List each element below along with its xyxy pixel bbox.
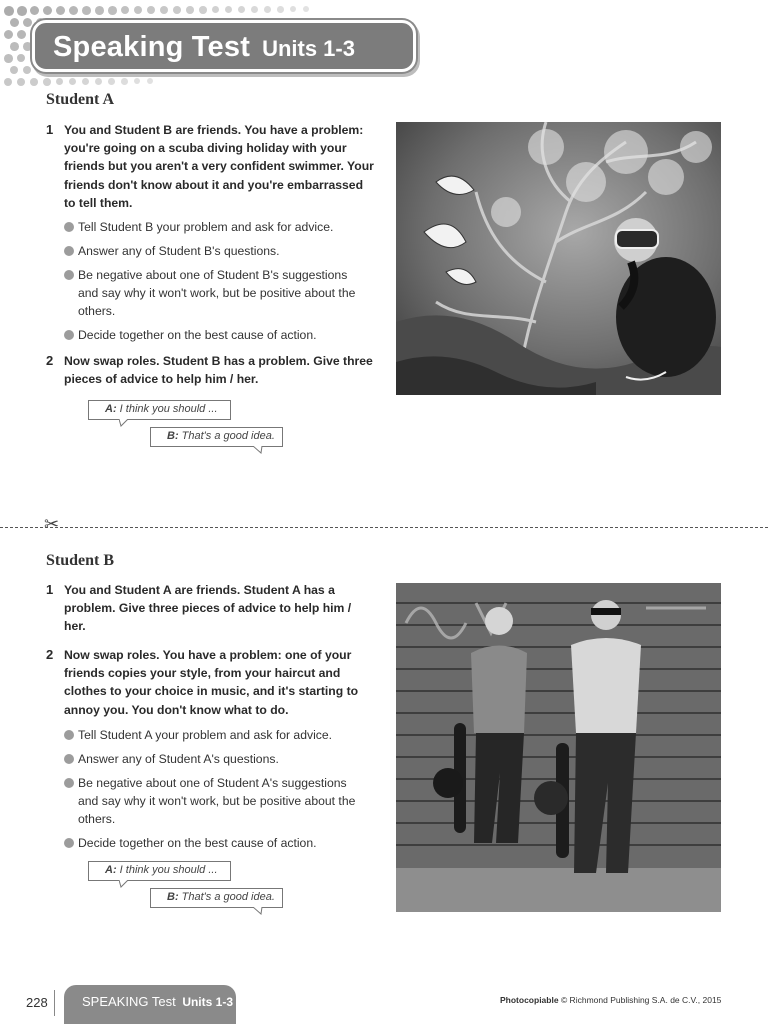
decorative-dot — [199, 6, 207, 14]
decorative-dot — [4, 54, 13, 63]
decorative-dot — [160, 6, 168, 14]
bubble-tail-icon — [253, 446, 263, 453]
footer-tab-units: Units 1-3 — [182, 995, 233, 1009]
scissors-icon: ✂ — [44, 514, 60, 534]
list-item: Be negative about one of Student A's suggestions and say why it won't work, but be positive about the others. — [64, 774, 364, 828]
decorative-dot — [10, 66, 18, 74]
student-b-task-1 — [46, 581, 376, 636]
decorative-dot — [4, 6, 14, 16]
list-item: Be negative about one of Student B's suggestions and say why it won't work, but be positive about the others. — [64, 266, 364, 320]
decorative-dot — [108, 6, 117, 15]
page-header — [32, 20, 416, 72]
copyright-notice — [500, 995, 721, 1005]
skateboarders-photo — [396, 583, 721, 912]
decorative-dot — [173, 6, 181, 14]
task-text: Now swap roles. You have a problem: one of your friends copies your style, from your haircut and clothes to your choice in music, and it's starting to annoy you. You don't know what to do. — [64, 648, 359, 717]
decorative-dot — [17, 54, 25, 62]
decorative-dot — [4, 78, 12, 86]
decorative-dot — [10, 18, 19, 27]
decorative-dot — [56, 78, 63, 85]
photocopiable-label: Photocopiable — [500, 995, 559, 1005]
decorative-dot — [10, 42, 19, 51]
task-number: 1 — [46, 122, 54, 137]
decorative-dot — [147, 6, 155, 14]
decorative-dot — [251, 6, 258, 13]
student-b-bullet-list — [64, 726, 364, 858]
decorative-dot — [43, 6, 52, 15]
page-title: Speaking Test — [53, 31, 251, 63]
bullet-icon — [64, 222, 74, 232]
copyright-text: © Richmond Publishing S.A. de C.V., 2015 — [560, 995, 722, 1005]
decorative-dot — [17, 6, 27, 16]
speech-bubble-a: A: I think you should ... — [88, 861, 231, 881]
task-text: You and Student B are friends. You have a problem: you're going on a scuba diving holiday with your friends but you aren't a very confident swimmer. Your friends don't know about it and you're embarrassed to tell them. — [64, 123, 374, 210]
decorative-dot — [56, 6, 65, 15]
decorative-dot — [121, 6, 129, 14]
bullet-icon — [64, 730, 74, 740]
task-number: 1 — [46, 582, 54, 597]
bullet-icon — [64, 246, 74, 256]
page-units: Units 1-3 — [262, 36, 355, 61]
footer-divider — [54, 990, 55, 1016]
student-a-task-1 — [46, 121, 376, 212]
decorative-dot — [134, 6, 142, 14]
decorative-dot — [43, 78, 51, 86]
decorative-dot — [23, 18, 32, 27]
decorative-dot — [69, 6, 78, 15]
bullet-icon — [64, 778, 74, 788]
decorative-dot — [30, 78, 38, 86]
decorative-dot — [186, 6, 194, 14]
bullet-icon — [64, 754, 74, 764]
decorative-dot — [17, 78, 25, 86]
scuba-diver-photo — [396, 122, 721, 395]
student-a-bullet-list — [64, 218, 364, 350]
student-b-task-2 — [46, 646, 376, 719]
page-number: 228 — [26, 995, 48, 1010]
decorative-dot — [82, 78, 89, 85]
task-text: You and Student A are friends. Student A has a problem. Give three pieces of advice to help him / her. — [64, 583, 352, 634]
decorative-dot — [225, 6, 232, 13]
decorative-dot — [30, 6, 39, 15]
decorative-dot — [82, 6, 91, 15]
student-a-task-2 — [46, 352, 376, 388]
task-text: Now swap roles. Student B has a problem. Give three pieces of advice to help him / her. — [64, 354, 373, 387]
speech-bubble-b: B: That's a good idea. — [150, 427, 283, 447]
list-item: Tell Student B your problem and ask for advice. — [64, 218, 364, 236]
list-item: Answer any of Student B's questions. — [64, 242, 364, 260]
decorative-dot — [23, 42, 32, 51]
bubble-tail-icon — [119, 419, 129, 426]
list-item: Decide together on the best cause of action. — [64, 326, 364, 344]
decorative-dot — [108, 78, 115, 85]
task-number: 2 — [46, 353, 54, 368]
decorative-dot — [95, 6, 104, 15]
student-a-heading: Student A — [46, 91, 115, 108]
bullet-icon — [64, 330, 74, 340]
decorative-dot — [238, 6, 245, 13]
decorative-dot — [290, 6, 296, 12]
decorative-dot — [212, 6, 219, 13]
decorative-dot — [95, 78, 102, 85]
decorative-dot — [4, 30, 13, 39]
cut-line — [0, 527, 768, 529]
decorative-dot — [303, 6, 309, 12]
task-number: 2 — [46, 647, 54, 662]
list-item: Answer any of Student A's questions. — [64, 750, 364, 768]
student-b-heading: Student B — [46, 552, 115, 569]
decorative-dot — [121, 78, 128, 85]
bubble-tail-icon — [253, 907, 263, 914]
decorative-dot — [134, 78, 140, 84]
decorative-dot — [277, 6, 284, 13]
bullet-icon — [64, 270, 74, 280]
speech-bubble-b: B: That's a good idea. — [150, 888, 283, 908]
decorative-dot — [23, 66, 31, 74]
bullet-icon — [64, 838, 74, 848]
decorative-dot — [147, 78, 153, 84]
footer-tab — [64, 985, 236, 1024]
list-item: Tell Student A your problem and ask for advice. — [64, 726, 364, 744]
bubble-tail-icon — [119, 880, 129, 887]
footer-tab-label: SPEAKING Test — [82, 994, 176, 1009]
list-item: Decide together on the best cause of action. — [64, 834, 364, 852]
decorative-dot — [17, 30, 26, 39]
speech-bubble-a: A: I think you should ... — [88, 400, 231, 420]
decorative-dot — [264, 6, 271, 13]
decorative-dot — [69, 78, 76, 85]
